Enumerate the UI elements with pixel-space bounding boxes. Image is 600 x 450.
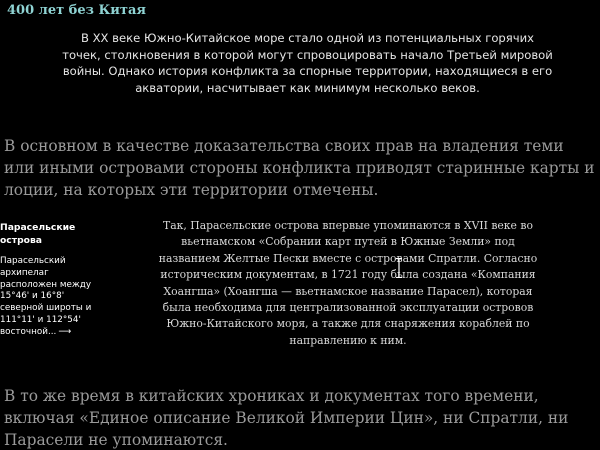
article-title: 400 лет без Китая — [7, 3, 146, 18]
text-cursor-icon — [396, 258, 402, 278]
sidebar-text-block — [0, 256, 100, 339]
sidebar-note — [0, 222, 100, 339]
sidebar-text: Парасельский архипелаг расположен между 15°46' и 16°8' северной широты и 111°11' и 112°54' восточной... — [0, 256, 92, 337]
article-lead: В XX веке Южно-Китайское море стало одной из потенциальных горячих точек, столкновения в которой могут спровоцировать начало Третьей мировой войны. Однако история конфликта за спорные территории, находящиеся в его акватории, насчитывает как минимум несколько веков. — [62, 31, 553, 95]
arrow-right-icon[interactable]: ⟶ — [58, 326, 72, 337]
paragraph-history: Так, Парасельские острова впервые упоминаются в XVII веке во вьетнамском «Собрании карт путей в Южные Земли» под названием Желтые Пески вместе с островами Спратли. Согласно историческим документам, в 1721 году была создана «Компания Хоангша» (Хоангша — вьетнамское название Парасел), которая была необходима для централизованной эксплуатации островов Южно-Китайского моря, а также для снаряжения кораблей по направлению к ним. — [158, 219, 538, 347]
sidebar-title: Парасельские острова — [0, 222, 76, 246]
paragraph-intro: В основном в качестве доказательства своих прав на владения теми или иными островами стороны конфликта приводят старинные карты и лоции, на которых эти территории отмечены. — [4, 137, 595, 199]
paragraph-chinese-chronicles: В то же время в китайских хрониках и документах того времени, включая «Единое описание Великой Империи Цин», ни Спратли, ни Парасели не упоминаются. — [4, 387, 569, 449]
